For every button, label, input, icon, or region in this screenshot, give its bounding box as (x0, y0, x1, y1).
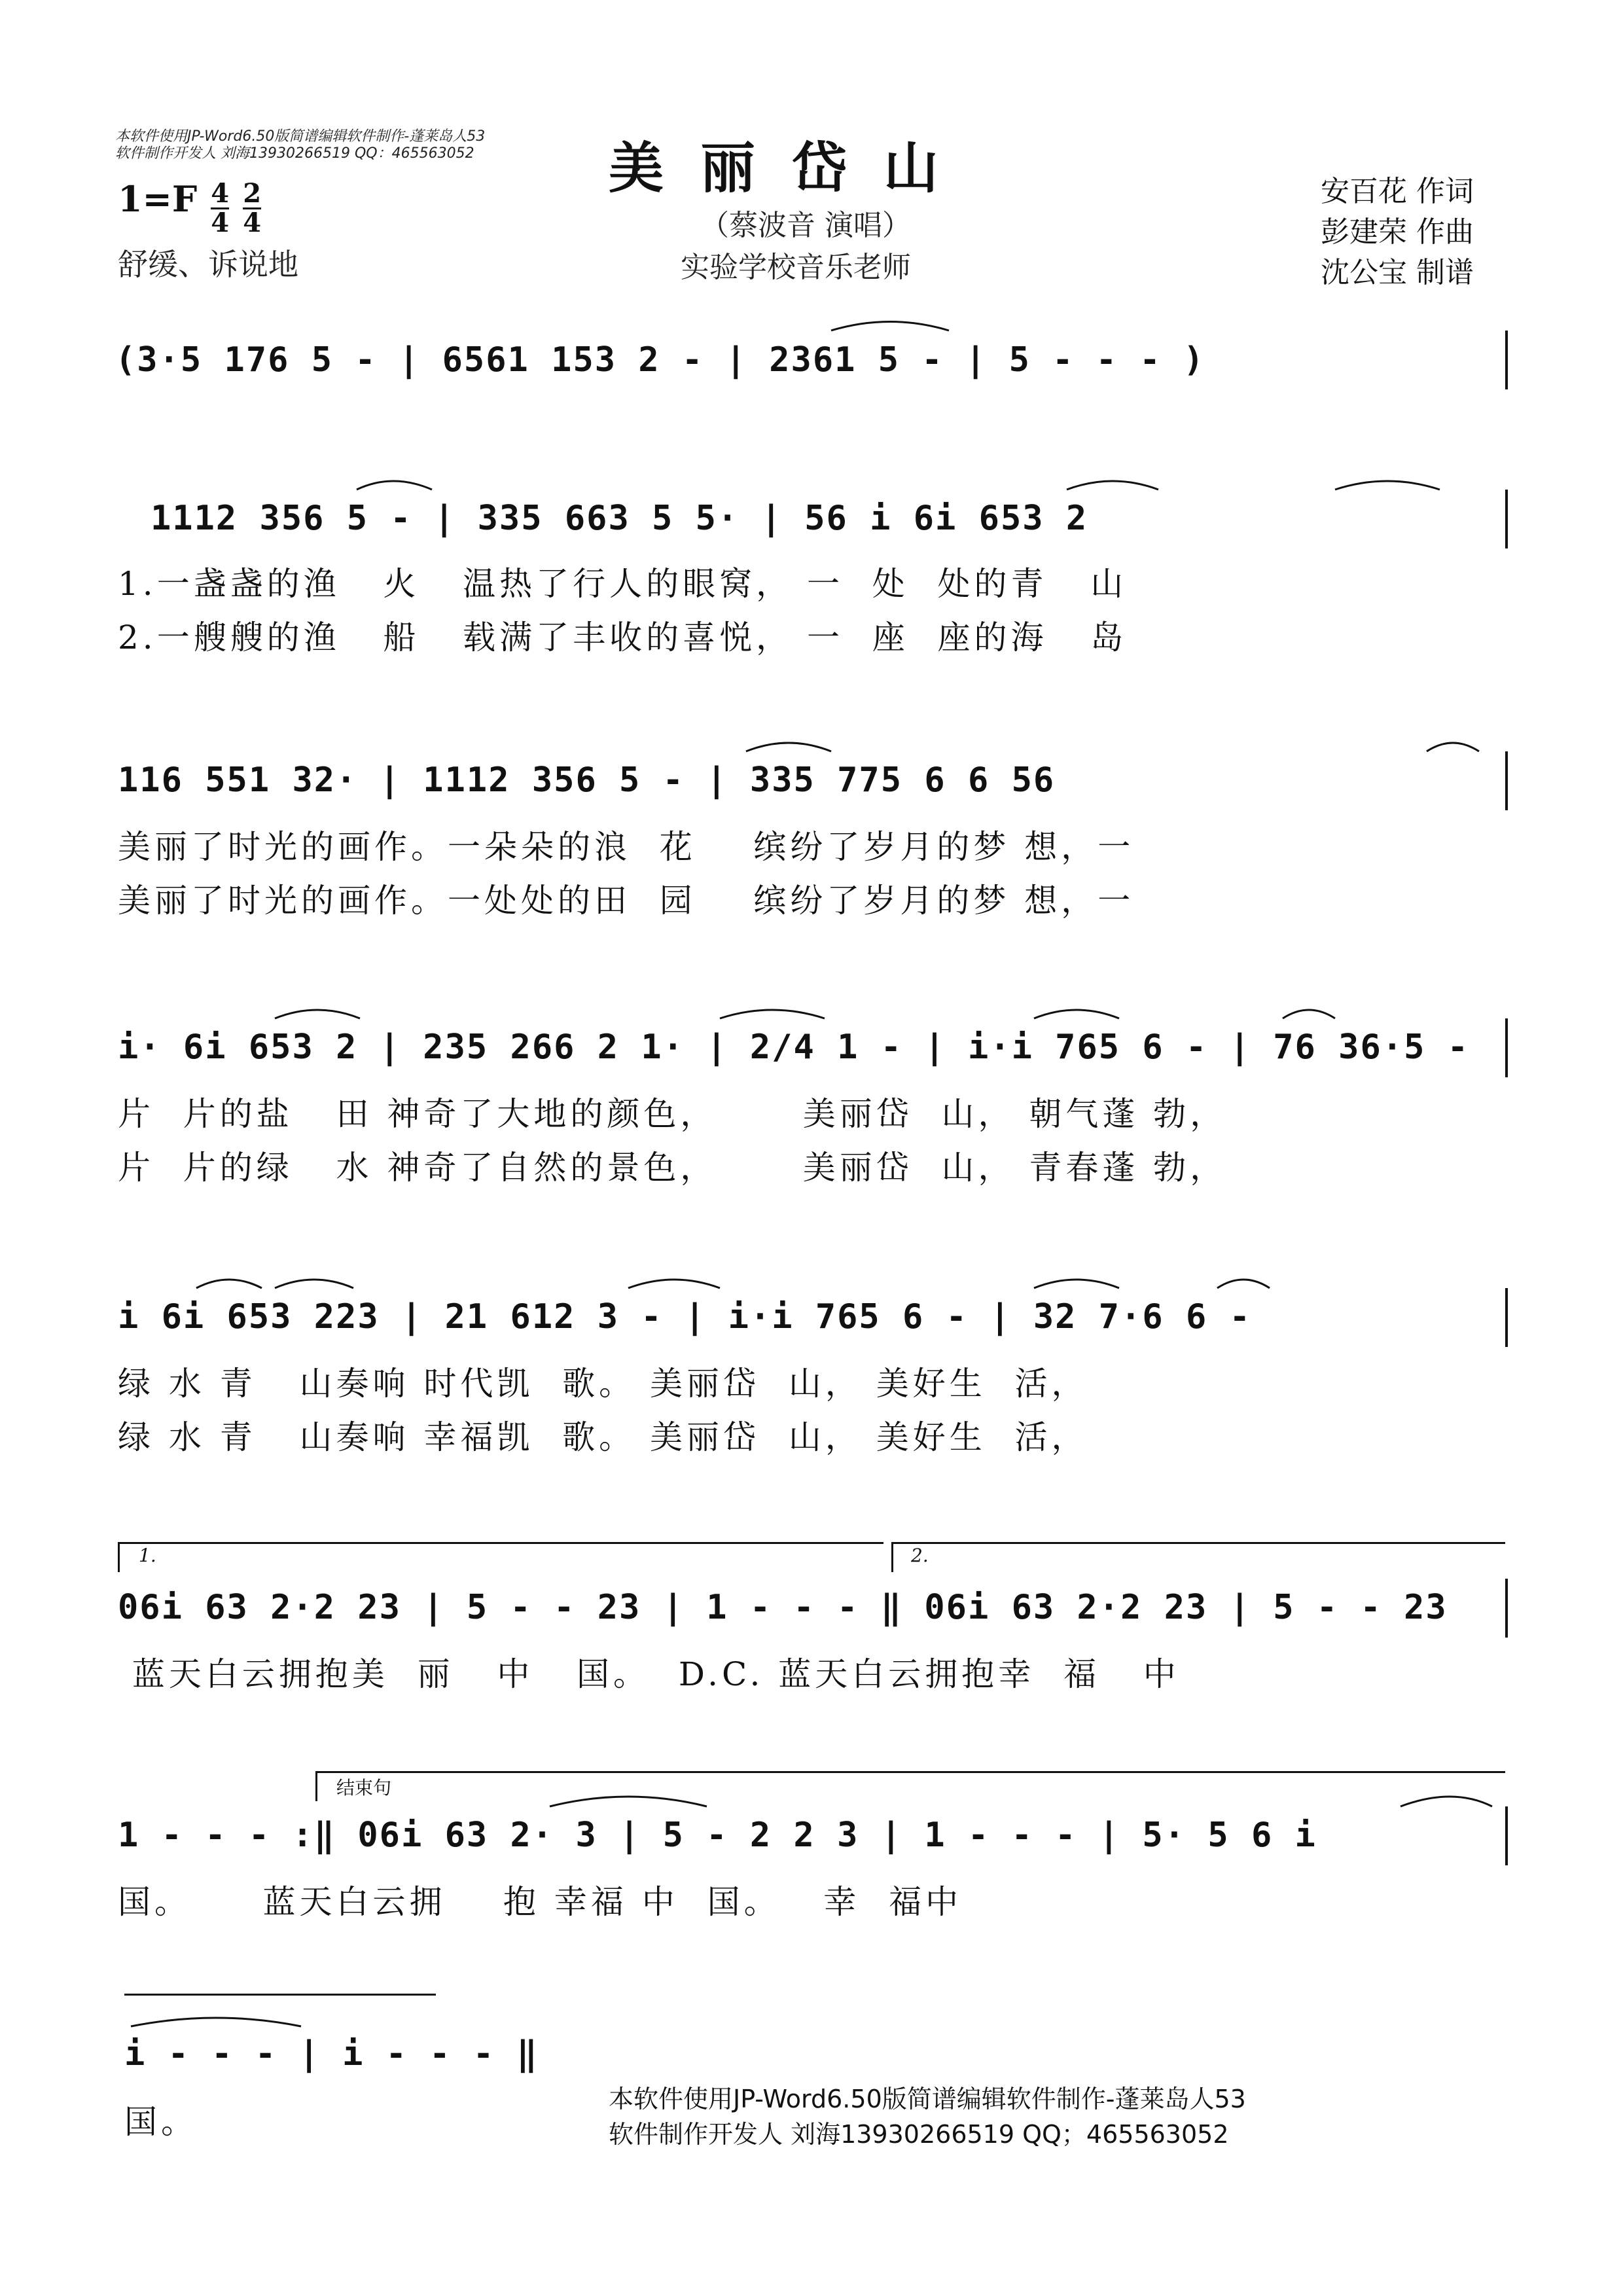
slur (131, 2018, 301, 2026)
lyricist: 安百花 作词 (1321, 175, 1474, 208)
system-1-notes: (3·5 176 5 - | 6561 153 2 - | 2361 5 - | 5 - - - ) (115, 340, 1205, 380)
system-3-lyric-1: 美丽了时光的画作。一朵朵的浪 花 缤纷了岁月的梦 想，一 (118, 828, 1135, 866)
footer-credit (609, 2081, 1246, 2152)
ending-bracket-hook (315, 1771, 317, 1801)
system-3-lyric-2: 美丽了时光的画作。一处处的田 园 缤纷了岁月的梦 想，一 (118, 882, 1135, 920)
system-5-lyric-2: 绿 水 青 山奏响 幸福凯 歌。 美丽岱 山， 美好生 活， (118, 1418, 1088, 1456)
barline (1505, 331, 1508, 389)
volta-2-bracket (891, 1542, 1505, 1544)
ending-bracket (315, 1771, 1505, 1773)
slur (746, 743, 831, 751)
slur (1400, 1797, 1492, 1806)
slur (1217, 1280, 1270, 1288)
slur (831, 322, 949, 331)
barline (1505, 1018, 1508, 1077)
volta-1-bracket-hook (118, 1542, 120, 1572)
volta-1-label: 1. (139, 1545, 156, 1566)
barline (1505, 490, 1508, 548)
song-title: 美丽岱山 (609, 135, 976, 200)
slur (357, 481, 432, 490)
time-signature-4-4: $\frac{4}{4}$ (211, 178, 230, 238)
software-credit (115, 128, 485, 162)
system-4-lyric-1: 片 片的盐 田 神奇了大地的颜色， 美丽岱 山， 朝气蓬 勃， (118, 1095, 1227, 1133)
ending-label: 结束句 (336, 1777, 392, 1799)
system-2-lyric-1: 1.一盏盏的渔 火 温热了行人的眼窝， 一 处 处的青 山 (118, 565, 1128, 603)
slur (1034, 1280, 1119, 1288)
slur (1427, 743, 1479, 751)
slur (275, 1010, 360, 1018)
system-7-notes: 1 - - - :‖ 06i 63 2· 3 | 5 - 2 2 3 | 1 - - - | 5· 5 6 i (118, 1816, 1317, 1855)
slur (628, 1280, 720, 1288)
slur (275, 1280, 353, 1288)
volta-2-bracket-hook (891, 1542, 893, 1572)
system-2-lyric-2: 2.一艘艘的渔 船 载满了丰收的喜悦， 一 座 座的海 岛 (118, 619, 1128, 656)
slur (196, 1280, 262, 1288)
system-2-notes: 1112 356 5 - | 335 663 5 5· | 56 i 6i 653 2 (151, 499, 1088, 538)
system-8-notes: i - - - | i - - - ‖ (124, 2034, 539, 2073)
performer: （蔡波音 演唱） (700, 209, 911, 242)
slur (720, 1010, 825, 1018)
system-4-lyric-2: 片 片的绿 水 神奇了自然的景色， 美丽岱 山， 青春蓬 勃， (118, 1149, 1227, 1187)
system-6-lyric-1: 蓝天白云拥抱美 丽 中 国。 D.C. 蓝天白云拥抱幸 福 中 (118, 1655, 1180, 1693)
composer: 彭建荣 作曲 (1321, 215, 1474, 249)
volta-1-bracket (118, 1542, 883, 1544)
system-3-notes: 116 551 32· | 1112 356 5 - | 335 775 6 6 56 (118, 761, 1056, 800)
system-4-notes: i· 6i 653 2 | 235 266 2 1· | 2/4 1 - | i·i 765 6 - | 76 36·5 - (118, 1028, 1470, 1067)
slur (1283, 1010, 1335, 1018)
system-8-lyric-1: 国。 (124, 2103, 198, 2141)
slur (1034, 1010, 1119, 1018)
barline (1505, 1288, 1508, 1347)
credits (1321, 171, 1474, 293)
system-5-notes: i 6i 653 223 | 21 612 3 - | i·i 765 6 - | 32 7·6 6 - (118, 1297, 1251, 1336)
slur (1067, 481, 1158, 490)
slur (550, 1797, 707, 1806)
barline (1505, 751, 1508, 810)
key-signature-block (118, 178, 261, 237)
tempo-marking: 舒缓、诉说地 (118, 247, 298, 282)
footer-credit-line2: 软件制作开发人 刘海13930266519 QQ；465563052 (609, 2120, 1229, 2149)
software-credit-line2: 软件制作开发人 刘海13930266519 QQ：465563052 (115, 145, 474, 162)
software-credit-line1: 本软件使用JP-Word6.50版简谱编辑软件制作-蓬莱岛人53 (115, 128, 486, 145)
barline (1505, 1579, 1508, 1638)
volta-2-label: 2. (911, 1545, 929, 1566)
system-7-lyric-1: 国。 蓝天白云拥 抱 幸福 中 国。 幸 福中 (118, 1883, 963, 1921)
barline (1505, 1806, 1508, 1865)
system-6-notes: 06i 63 2·2 23 | 5 - - 23 | 1 - - - ‖ 06i 63 2·2 23 | 5 - - 23 (118, 1588, 1448, 1627)
affiliation: 实验学校音乐老师 (681, 251, 911, 284)
system-5-lyric-1: 绿 水 青 山奏响 时代凯 歌。 美丽岱 山， 美好生 活， (118, 1365, 1088, 1403)
time-signature-2-4: $\frac{2}{4}$ (243, 178, 262, 238)
slur (1335, 481, 1440, 490)
footer-credit-line1: 本软件使用JP-Word6.50版简谱编辑软件制作-蓬莱岛人53 (609, 2085, 1246, 2113)
key-signature: 1=F (118, 178, 198, 220)
final-tie-bracket (124, 1994, 436, 1996)
arranger: 沈公宝 制谱 (1321, 256, 1474, 289)
